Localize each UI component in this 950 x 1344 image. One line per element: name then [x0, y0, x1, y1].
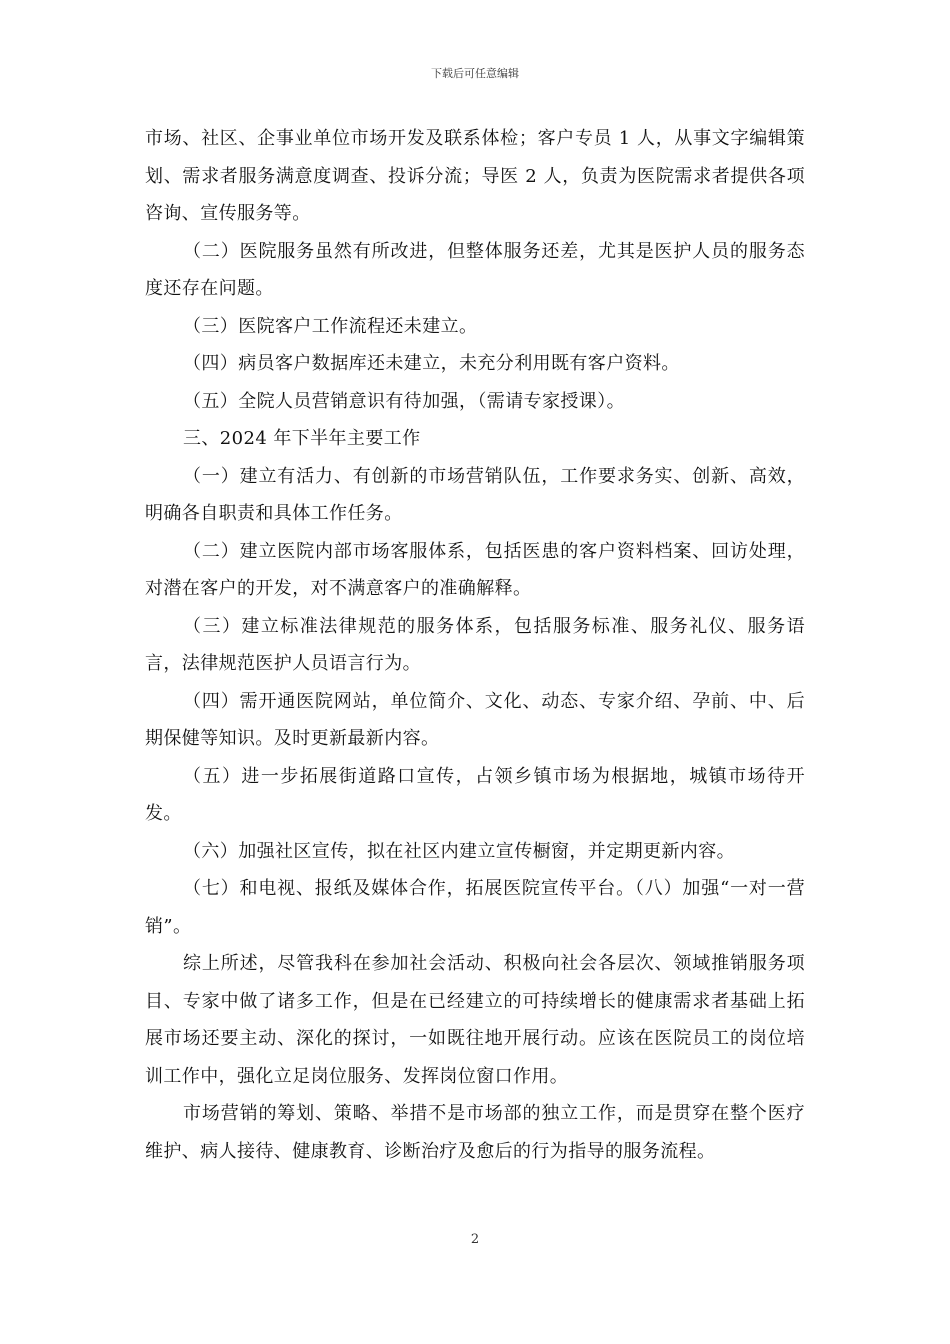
paragraph-8: （二）建立医院内部市场客服体系，包括医患的客户资料档案、回访处理，对潜在客户的开发，对不满意客户的准确解释。	[145, 540, 805, 599]
paragraph-7: （一）建立有活力、有创新的市场营销队伍，工作要求务实、创新、高效，明确各自职责和具体工作任务。	[145, 465, 805, 524]
document-body	[145, 120, 805, 1170]
paragraph-12: （六）加强社区宣传，拟在社区内建立宣传橱窗，并定期更新内容。	[183, 840, 735, 862]
paragraph-4: （四）病员客户数据库还未建立，未充分利用既有客户资料。	[183, 353, 680, 374]
paragraph-9: （三）建立标准法律规范的服务体系，包括服务标准、服务礼仪、服务语言，法律规范医护人员语言行为。	[145, 615, 805, 674]
section-heading: 三、2024 年下半年主要工作	[183, 428, 421, 449]
paragraph-3: （三）医院客户工作流程还未建立。	[183, 315, 478, 337]
paragraph-10: （四）需开通医院网站，单位简介、文化、动态、专家介绍、孕前、中、后期保健等知识。及时更新最新内容。	[145, 690, 805, 749]
paragraph-11: （五）进一步拓展街道路口宣传，占领乡镇市场为根据地，城镇市场待开发。	[145, 765, 805, 824]
paragraph-2: （二）医院服务虽然有所改进，但整体服务还差，尤其是医护人员的服务态度还存在问题。	[145, 240, 805, 299]
paragraph-14: 综上所述，尽管我科在参加社会活动、积极向社会各层次、领域推销服务项目、专家中做了诸多工作，但是在已经建立的可持续增长的健康需求者基础上拓展市场还要主动、深化的探讨，一如既往地开展行动。应该在医院员工的岗位培训工作中，强化立足岗位服务、发挥岗位窗口作用。	[145, 953, 805, 1087]
page-number: 2	[470, 1232, 480, 1247]
paragraph-15: 市场营销的筹划、策略、举措不是市场部的独立工作，而是贯穿在整个医疗维护、病人接待、健康教育、诊断治疗及愈后的行为指导的服务流程。	[145, 1103, 805, 1162]
page-header: 下载后可任意编辑	[431, 67, 519, 80]
paragraph-5: （五）全院人员营销意识有待加强，（需请专家授课）。	[183, 390, 625, 412]
paragraph-13: （七）和电视、报纸及媒体合作，拓展医院宣传平台。（八）加强“一对一营销”。	[145, 878, 805, 937]
paragraph-1: 市场、社区、企事业单位市场开发及联系体检；客户专员 1 人，从事文字编辑策划、需求者服务满意度调查、投诉分流；导医 2 人，负责为医院需求者提供各项咨询、宣传服务等。	[145, 128, 805, 224]
